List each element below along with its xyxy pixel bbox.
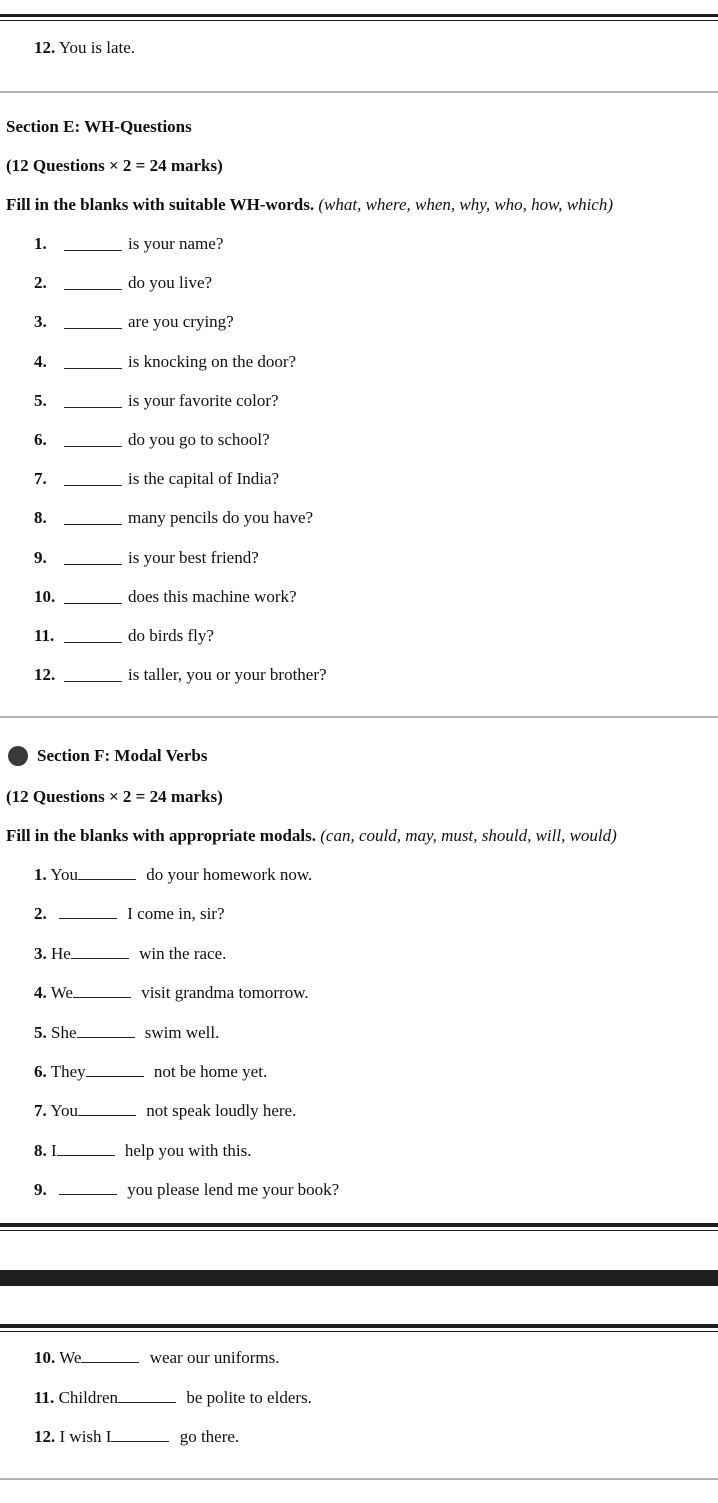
list-item (0, 273, 718, 295)
top-rule-thick (0, 14, 718, 17)
list-item (34, 1101, 296, 1121)
item-text-after: visit grandma tomorrow. (141, 983, 309, 1003)
item-text-after: not speak loudly here. (146, 1101, 297, 1121)
page-break-band (0, 1270, 718, 1286)
page-break-rule-thin (0, 1230, 718, 1231)
item-text-before: He (51, 943, 71, 963)
list-item (34, 983, 309, 1003)
item-number: 7. (34, 1101, 47, 1121)
item-number: 6. (34, 1062, 47, 1081)
list-item (0, 234, 718, 256)
item-text: is your best friend? (128, 547, 259, 567)
item-text-after: not be home yet. (153, 1062, 268, 1081)
list-item (34, 1023, 219, 1043)
item-number: 8. (34, 1140, 47, 1160)
section-f-options: (can, could, may, must, should, will, would) (320, 826, 617, 845)
item-number: 12. (34, 38, 56, 57)
answer-blank (64, 513, 122, 525)
item-text-before: They (50, 1062, 86, 1081)
list-item (0, 626, 718, 648)
answer-blank (64, 670, 122, 682)
answer-blank (64, 474, 122, 486)
item-text: is taller, you or your brother? (128, 665, 327, 685)
answer-blank (59, 1180, 117, 1195)
answer-blank (57, 1141, 115, 1156)
answer-blank (64, 631, 122, 643)
item-text-before: I (51, 1140, 57, 1160)
answer-blank (78, 865, 136, 880)
list-item (34, 1388, 312, 1408)
item-number: 11. (34, 1387, 55, 1407)
item-number: 2. (34, 273, 47, 293)
divider (0, 91, 718, 93)
answer-blank (64, 357, 122, 369)
list-item (0, 665, 718, 687)
list-item (0, 469, 718, 491)
answer-blank (78, 1101, 136, 1116)
answer-blank (59, 904, 117, 919)
list-item (34, 865, 312, 885)
answer-blank (73, 983, 131, 998)
list-item (0, 587, 718, 609)
section-f-instruction: Fill in the blanks with appropriate modals. (6, 826, 316, 845)
answer-blank (77, 1023, 135, 1038)
item-text: is the capital of India? (128, 469, 280, 489)
item-number: 10. (34, 1348, 56, 1367)
item-text: is your name? (128, 234, 224, 253)
item-number: 3. (34, 943, 47, 963)
item-text-before: She (51, 1022, 77, 1042)
item-text: are you crying? (128, 312, 234, 332)
section-e-instruction-line (6, 195, 613, 215)
item-text: is knocking on the door? (128, 351, 297, 371)
list-item (34, 1141, 251, 1161)
top-rule-thin (0, 20, 718, 21)
item-text-after: help you with this. (124, 1140, 252, 1160)
section-f-marks: (12 Questions × 2 = 24 marks) (6, 787, 223, 806)
item-number: 6. (34, 430, 47, 449)
section-e-title: Section E: WH-Questions (6, 117, 192, 136)
list-item (0, 352, 718, 374)
page-break-rule-thick (0, 1223, 718, 1227)
item-text-after: I come in, sir? (127, 904, 225, 924)
item-text: do birds fly? (128, 626, 214, 645)
item-number: 3. (34, 312, 47, 332)
answer-blank (64, 239, 122, 251)
item-text-before: You (50, 1101, 78, 1121)
item-number: 4. (34, 351, 47, 371)
answer-blank (111, 1427, 169, 1442)
item-number: 5. (34, 1022, 47, 1042)
list-item (0, 391, 718, 413)
item-number: 2. (34, 904, 47, 924)
item-number: 9. (34, 1180, 47, 1200)
list-item (0, 430, 718, 452)
item-text-after: swim well. (144, 1022, 220, 1042)
list-item (34, 944, 226, 964)
answer-blank (118, 1388, 176, 1403)
list-item (34, 904, 225, 924)
item-text-before: Children (58, 1387, 119, 1407)
item-number: 10. (34, 586, 56, 606)
list-item (0, 312, 718, 334)
page-break-rule-thick (0, 1324, 718, 1328)
answer-blank (81, 1348, 139, 1363)
divider (0, 716, 718, 718)
item-number: 9. (34, 547, 47, 567)
answer-blank (86, 1062, 144, 1077)
section-e-options: (what, where, when, why, who, how, which) (318, 195, 614, 214)
item-text-after: wear our uniforms. (149, 1348, 280, 1367)
item-text-after: do your homework now. (146, 865, 313, 884)
item-number: 12. (34, 1427, 56, 1446)
item-text-before: We (50, 983, 73, 1003)
item-text: do you go to school? (128, 430, 270, 449)
item-number: 12. (34, 665, 56, 685)
answer-blank (64, 317, 122, 329)
item-text: many pencils do you have? (128, 508, 314, 528)
section-e-instruction: Fill in the blanks with suitable WH-words. (6, 195, 315, 214)
item-number: 5. (34, 390, 47, 410)
item-text-after: be polite to elders. (186, 1387, 312, 1407)
item-text-after: win the race. (139, 943, 227, 963)
item-number: 4. (34, 983, 47, 1003)
item-number: 1. (34, 865, 47, 884)
list-item (34, 1180, 339, 1200)
item-number: 1. (34, 234, 47, 253)
page-break-rule-thin (0, 1331, 718, 1332)
item-text-after: you please lend me your book? (127, 1180, 340, 1200)
item-text-after: go there. (179, 1427, 240, 1446)
divider (0, 1478, 718, 1480)
list-item (34, 1427, 239, 1447)
list-item (0, 508, 718, 530)
item-text-before: I wish I (59, 1427, 112, 1446)
answer-blank (64, 278, 122, 290)
list-item (34, 1348, 280, 1368)
item-text-before: You (50, 865, 78, 884)
item-number: 7. (34, 469, 47, 489)
bullet-icon (8, 746, 28, 766)
answer-blank (64, 396, 122, 408)
item-text: You is late. (58, 38, 136, 57)
section-f-title: Section F: Modal Verbs (37, 746, 208, 765)
answer-blank (64, 592, 122, 604)
list-item (34, 1062, 267, 1082)
item-text-before: We (59, 1348, 82, 1367)
answer-blank (64, 553, 122, 565)
top-item (34, 38, 135, 58)
item-number: 11. (34, 626, 55, 645)
item-text: does this machine work? (128, 586, 297, 606)
item-text: is your favorite color? (128, 390, 279, 410)
list-item (0, 548, 718, 570)
section-f-instruction-line (6, 826, 617, 846)
section-e-marks: (12 Questions × 2 = 24 marks) (6, 156, 223, 175)
item-number: 8. (34, 508, 47, 528)
item-text: do you live? (128, 273, 213, 293)
answer-blank (71, 944, 129, 959)
answer-blank (64, 435, 122, 447)
